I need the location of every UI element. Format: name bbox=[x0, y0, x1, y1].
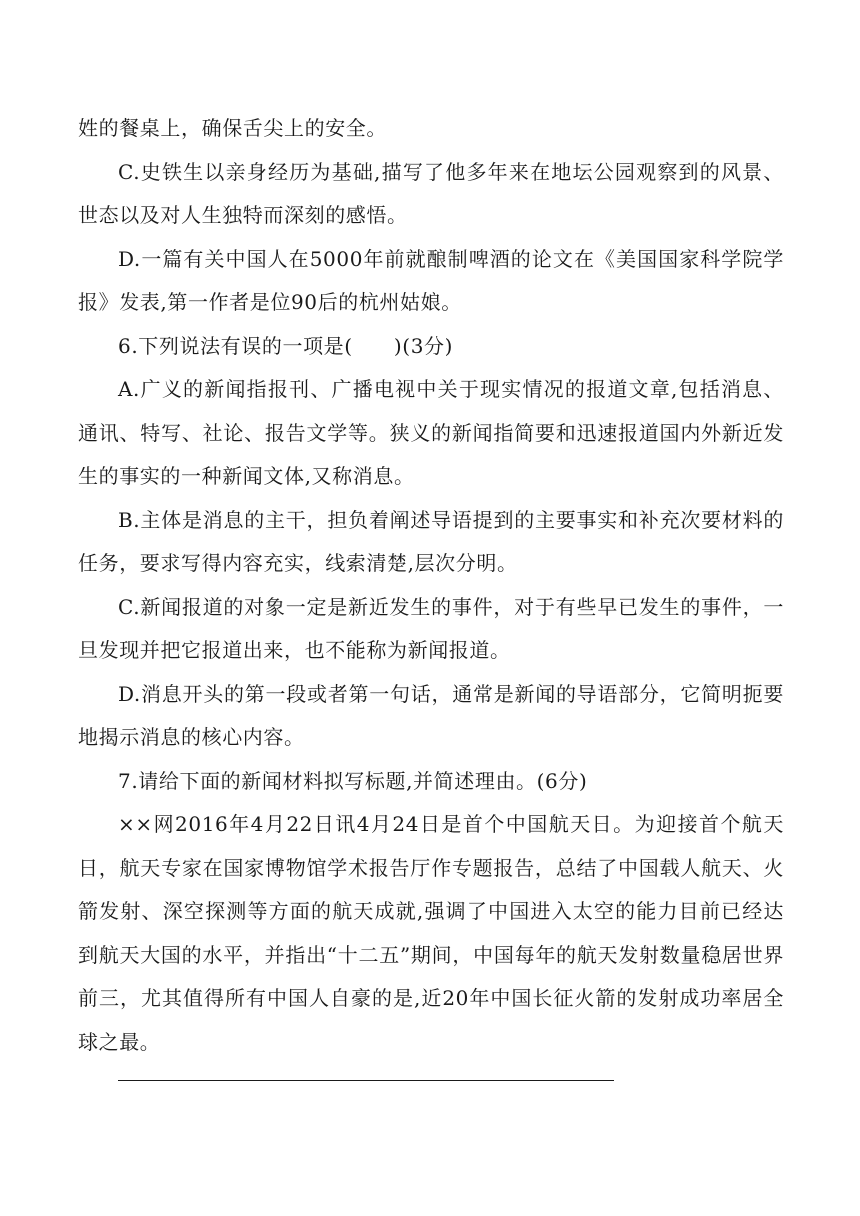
option-a-q6: A.广义的新闻指报刊、广播电视中关于现实情况的报道文章,包括消息、通讯、特写、社论、报告文学等。狭义的新闻指简要和迅速报道国内外新近发生的事实的一种新闻文体,又称消息。 bbox=[78, 377, 784, 488]
option-c-q6: C.新闻报道的对象一定是新近发生的事件，对于有些早已发生的事件，一旦发现并把它报道出来，也不能称为新闻报道。 bbox=[78, 594, 784, 662]
option-b-q6: B.主体是消息的主干，担负着阐述导语提到的主要事实和补充次要材料的任务，要求写得内容充实，线索清楚,层次分明。 bbox=[78, 507, 784, 575]
question-7: 7.请给下面的新闻材料拟写标题,并简述理由。(6分) bbox=[118, 768, 588, 793]
document-body bbox=[78, 107, 784, 1064]
option-d-q6: D.消息开头的第一段或者第一句话，通常是新闻的导语部分，它简明扼要地揭示消息的核心内容。 bbox=[78, 681, 784, 749]
option-c-q5: C.史铁生以亲身经历为基础,描写了他多年来在地坛公园观察到的风景、世态以及对人生独特而深刻的感悟。 bbox=[78, 159, 784, 227]
question-6: 6.下列说法有误的一项是( )(3分) bbox=[118, 333, 454, 358]
answer-line[interactable] bbox=[118, 1080, 614, 1081]
news-material: ××网2016年4月22日讯4月24日是首个中国航天日。为迎接首个航天日，航天专家在国家博物馆学术报告厅作专题报告，总结了中国载人航天、火箭发射、深空探测等方面的航天成就,强调了中国进入太空的能力目前已经达到航天大国的水平，并指出“十二五”期间，中国每年的航天发射数量稳居世界前三，尤其值得所有中国人自豪的是,近20年中国长征火箭的发射成功率居全球之最。 bbox=[78, 812, 784, 1054]
option-d-q5: D.一篇有关中国人在5000年前就酿制啤酒的论文在《美国国家科学院学报》发表,第一作者是位90后的杭州姑娘。 bbox=[78, 246, 784, 314]
paragraph-continuation: 姓的餐桌上，确保舌尖上的安全。 bbox=[78, 116, 387, 140]
